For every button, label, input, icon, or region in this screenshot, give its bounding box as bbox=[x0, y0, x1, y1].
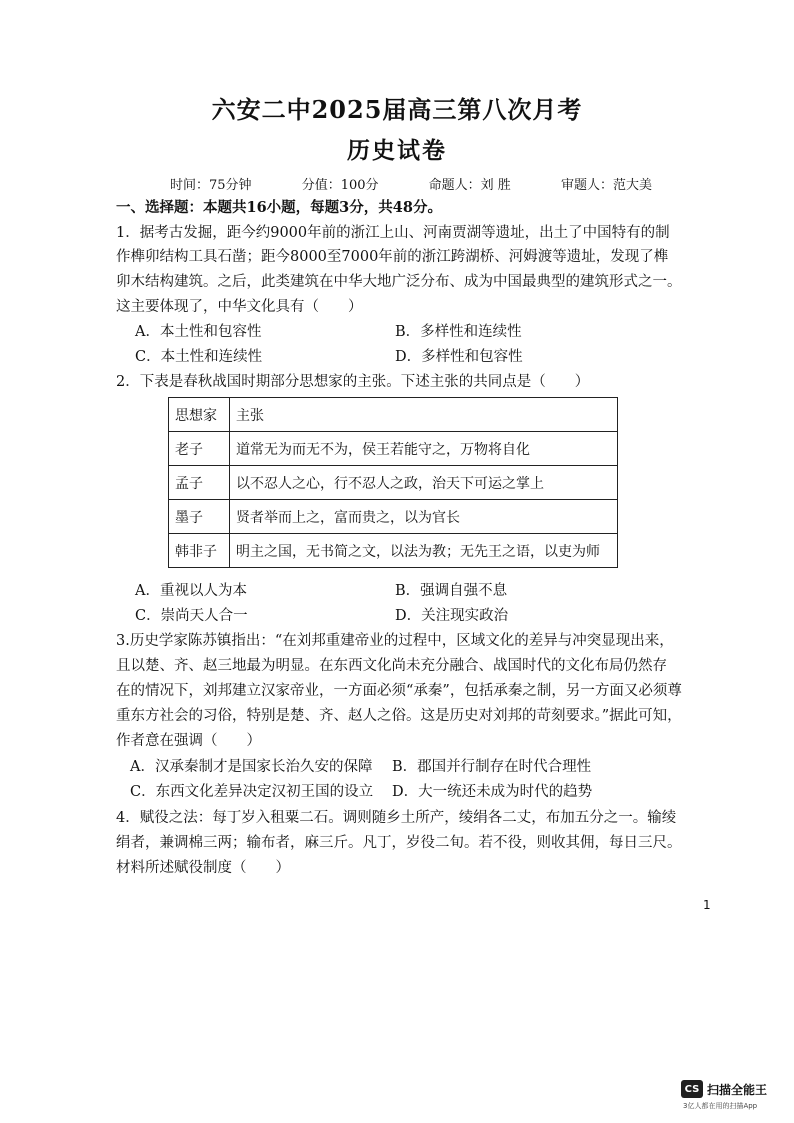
q3-line: 作者意在强调（ ） bbox=[116, 733, 261, 749]
q2-option-d: D．关注现实政治 bbox=[395, 608, 509, 624]
table-header-cell: 主张 bbox=[230, 398, 618, 432]
q1-option-b: B．多样性和连续性 bbox=[395, 324, 522, 340]
table-row bbox=[169, 466, 618, 500]
q1-option-d: D．多样性和包容性 bbox=[395, 349, 523, 365]
q2-table bbox=[168, 397, 618, 568]
table-row bbox=[169, 500, 618, 534]
q2-stem: 2．下表是春秋战国时期部分思想家的主张。下述主张的共同点是（ ） bbox=[116, 374, 590, 390]
scanner-app-slogan: 3亿人都在用的扫描App bbox=[683, 1102, 758, 1110]
table-cell-view: 道常无为而无不为，侯王若能守之，万物将自化 bbox=[230, 432, 618, 466]
q1-line: 作榫卯结构工具石凿；距今8000至7000年前的浙江跨湖桥、河姆渡等遗址，发现了榫 bbox=[116, 249, 669, 265]
q3-line: 在的情况下，刘邦建立汉家帝业，一方面必须“承秦”，包括承秦之制，另一方面又必须尊 bbox=[116, 683, 682, 699]
q1-line: 卯木结构建筑。之后，此类建筑在中华大地广泛分布、成为中国最典型的建筑形式之一。 bbox=[116, 274, 682, 290]
q4-line: 绢者，兼调棉三两；输布者，麻三斤。凡丁，岁役二旬。若不役，则收其佣，每日三尺。 bbox=[116, 835, 682, 851]
q3-line: 重东方社会的习俗，特别是楚、齐、赵人之俗。这是历史对刘邦的苛刻要求。”据此可知， bbox=[116, 708, 682, 724]
exam-reviewer: 审题人：范大美 bbox=[560, 178, 652, 193]
q3-line: 3.历史学家陈苏镇指出：“在刘邦重建帝业的过程中，区域文化的差异与冲突显现出来， bbox=[116, 633, 674, 649]
table-cell-thinker: 孟子 bbox=[169, 466, 230, 500]
scanner-app-name: 扫描全能王 bbox=[707, 1082, 768, 1097]
q1-line: 1．据考古发掘，距今约9000年前的浙江上山、河南贾湖等遗址，出土了中国特有的制 bbox=[116, 225, 670, 241]
q2-option-a: A．重视以人为本 bbox=[135, 583, 247, 599]
q3-option-d: D．大一统还未成为时代的趋势 bbox=[392, 784, 593, 800]
table-row bbox=[169, 534, 618, 568]
table-header-cell: 思想家 bbox=[169, 398, 230, 432]
table-row bbox=[169, 432, 618, 466]
table-cell-thinker: 老子 bbox=[169, 432, 230, 466]
q2-option-c: C．崇尚天人合一 bbox=[135, 608, 248, 624]
table-cell-view: 以不忍人之心，行不忍人之政，治天下可运之掌上 bbox=[230, 466, 618, 500]
exam-score: 分值：100分 bbox=[301, 178, 379, 193]
table-cell-thinker: 墨子 bbox=[169, 500, 230, 534]
table-header-row bbox=[169, 398, 618, 432]
exam-subject: 历史试卷 bbox=[347, 137, 447, 164]
q1-option-c: C．本土性和连续性 bbox=[135, 349, 263, 365]
cs-icon: CS bbox=[681, 1080, 703, 1098]
q1-line: 这主要体现了，中华文化具有（ ） bbox=[116, 299, 363, 315]
scanner-app-logo bbox=[681, 1080, 767, 1098]
table-cell-view: 贤者举而上之，富而贵之，以为官长 bbox=[230, 500, 618, 534]
q4-line: 材料所述赋役制度（ ） bbox=[116, 860, 290, 876]
q2-option-b: B．强调自强不息 bbox=[395, 583, 508, 599]
q3-option-a: A．汉承秦制才是国家长治久安的保障 bbox=[130, 759, 373, 775]
exam-meta bbox=[170, 174, 652, 193]
exam-title: 六安二中2025届高三第八次月考 bbox=[211, 95, 583, 124]
q1-option-a: A．本土性和包容性 bbox=[135, 324, 262, 340]
exam-time: 时间：75分钟 bbox=[170, 178, 252, 193]
q4-line: 4．赋役之法：每丁岁入租粟二石。调则随乡土所产，绫绢各二丈，布加五分之一。输绫 bbox=[116, 810, 677, 826]
section-heading: 一、选择题：本题共16小题，每题3分，共48分。 bbox=[116, 199, 442, 216]
q3-line: 且以楚、齐、赵三地最为明显。在东西文化尚未充分融合、战国时代的文化布局仍然存 bbox=[116, 658, 667, 674]
table-cell-thinker: 韩非子 bbox=[169, 534, 230, 568]
q3-option-c: C．东西文化差异决定汉初王国的设立 bbox=[130, 784, 374, 800]
table-cell-view: 明主之国，无书简之文，以法为教；无先王之语，以吏为师 bbox=[230, 534, 618, 568]
q3-option-b: B．郡国并行制存在时代合理性 bbox=[392, 759, 592, 775]
exam-author: 命题人：刘 胜 bbox=[428, 178, 511, 193]
page-number: 1 bbox=[703, 898, 711, 912]
